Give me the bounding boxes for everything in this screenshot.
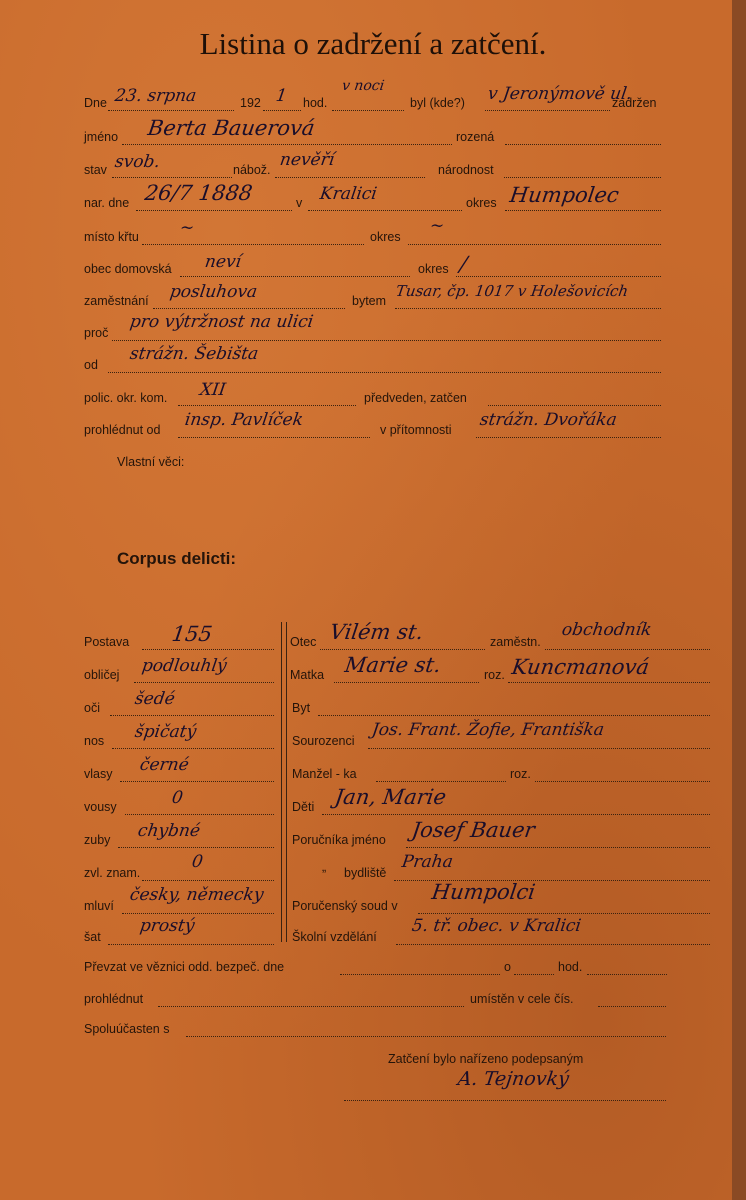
otec-label: Otec xyxy=(290,635,317,649)
proc-label: proč xyxy=(84,326,109,340)
okres3-line xyxy=(456,276,661,277)
sat-value: prostý xyxy=(138,916,196,936)
kde-value: v Jeronýmově ul. xyxy=(486,84,634,104)
zatceni-label: Zatčení bylo nařízeno podepsaným xyxy=(388,1052,584,1066)
od-line xyxy=(108,372,661,373)
manzel-line xyxy=(376,781,506,782)
polic-label: polic. okr. kom. xyxy=(84,391,168,405)
bytem-value: Tusar, čp. 1017 v Holešovicích xyxy=(394,282,630,300)
naboz-value: nevěří xyxy=(278,150,336,170)
matka-line xyxy=(334,682,479,683)
vousy-value: 0 xyxy=(170,788,185,808)
skolni-value: 5. tř. obec. v Kralici xyxy=(410,916,583,936)
o-label: o xyxy=(504,960,511,974)
oblicej-line xyxy=(134,682,274,683)
manzel-label: Manžel - ka xyxy=(292,767,357,781)
obec-value: neví xyxy=(203,252,243,272)
proc-line xyxy=(112,340,661,341)
year-line xyxy=(263,110,301,111)
okres2-line xyxy=(408,244,661,245)
postava-value: 155 xyxy=(170,622,214,646)
v-value: Kralici xyxy=(318,184,379,204)
nar-dne-line xyxy=(136,210,292,211)
otec-line xyxy=(320,649,485,650)
porucensky-value: Humpolci xyxy=(430,880,537,904)
stav-line xyxy=(112,177,232,178)
umisten-line xyxy=(598,1006,666,1007)
obec-label: obec domovská xyxy=(84,262,172,276)
zamestn-line xyxy=(545,649,710,650)
porucnika-label: Poručníka jméno xyxy=(292,833,386,847)
zvl-znam-label: zvl. znam. xyxy=(84,866,141,880)
dne-label: Dne xyxy=(84,96,107,110)
rozena-label: rozená xyxy=(456,130,495,144)
zuby-label: zuby xyxy=(84,833,111,847)
okres2-label: okres xyxy=(370,230,401,244)
v-pritomnosti-value: strážn. Dvořáka xyxy=(478,410,619,430)
spoluucasten-line xyxy=(186,1036,666,1037)
column-divider-inner xyxy=(286,622,287,942)
okres3-value: / xyxy=(458,252,469,276)
vlasy-value: černé xyxy=(138,755,191,775)
okres-line xyxy=(505,210,661,211)
v-label: v xyxy=(296,196,303,210)
bydliste-value: Praha xyxy=(400,852,455,872)
zvl-znam-line xyxy=(142,880,274,881)
nar-dne-value: 26/7 1888 xyxy=(143,181,254,205)
hod2-label: hod. xyxy=(558,960,583,974)
naboz-line xyxy=(275,177,425,178)
nos-line xyxy=(112,748,274,749)
zuby-line xyxy=(118,847,274,848)
porucensky-line xyxy=(418,913,710,914)
oblicej-label: obličej xyxy=(84,668,120,682)
hod-value: v noci xyxy=(340,78,386,94)
zuby-value: chybné xyxy=(136,821,202,841)
vlasy-label: vlasy xyxy=(84,767,113,781)
prohlednut-line xyxy=(158,1006,464,1007)
vlasy-line xyxy=(120,781,274,782)
obec-line xyxy=(180,276,410,277)
vousy-line xyxy=(125,814,274,815)
vlastni-veci-label: Vlastní věci: xyxy=(117,455,185,469)
zamestnani-label: zaměstnání xyxy=(84,294,149,308)
predveden-line xyxy=(488,405,661,406)
porucnika-line xyxy=(406,847,710,848)
oblicej-value: podlouhlý xyxy=(140,656,229,676)
postava-line xyxy=(142,649,274,650)
okres3-label: okres xyxy=(418,262,449,276)
polic-value: XII xyxy=(198,380,227,400)
sourozenci-line xyxy=(368,748,710,749)
dne-line xyxy=(108,110,234,111)
zamestn-label: zaměstn. xyxy=(490,635,541,649)
okres-value: Humpolec xyxy=(508,183,621,207)
stav-value: svob. xyxy=(113,152,162,172)
roz2-label: roz. xyxy=(510,767,531,781)
od-value: strážn. Šebišta xyxy=(128,344,260,364)
hod2-line xyxy=(587,974,667,975)
v-pritomnosti-label: v přítomnosti xyxy=(380,423,452,437)
kde-line xyxy=(485,110,610,111)
naboz-label: nábož. xyxy=(233,163,271,177)
signature-line xyxy=(344,1100,666,1101)
v-pritomnosti-line xyxy=(476,437,661,438)
misto-krtu-label: místo křtu xyxy=(84,230,139,244)
mluvi-label: mluví xyxy=(84,899,114,913)
spoluucasten-label: Spoluúčasten s xyxy=(84,1022,170,1036)
prohlednut-od-line xyxy=(178,437,370,438)
sourozenci-value: Jos. Frant. Žofie, Františka xyxy=(370,720,606,740)
nos-label: nos xyxy=(84,734,105,748)
o-line xyxy=(514,974,554,975)
otec-value: Vilém st. xyxy=(328,620,425,644)
umisten-label: umístěn v cele čís. xyxy=(470,992,574,1006)
dne-value: 23. srpna xyxy=(113,86,198,106)
porucnika-value: Josef Bauer xyxy=(410,818,537,842)
jmeno-label: jméno xyxy=(84,130,119,144)
prevzat-line xyxy=(340,974,500,975)
hod-label: hod. xyxy=(303,96,328,110)
bydliste-label: bydliště xyxy=(344,866,387,880)
rozena-line xyxy=(505,144,661,145)
proc-value: pro výtržnost na ulici xyxy=(128,312,315,332)
deti-line xyxy=(322,814,710,815)
bytem-line xyxy=(395,308,661,309)
sat-line xyxy=(108,944,274,945)
paper-edge xyxy=(732,0,746,1200)
okres-label: okres xyxy=(466,196,497,210)
year-prefix: 192 xyxy=(240,96,261,110)
prohlednut-od-value: insp. Pavlíček xyxy=(183,410,305,430)
zvl-znam-value: 0 xyxy=(190,852,205,872)
od-label: od xyxy=(84,358,98,372)
zadrzen-label: zadržen xyxy=(612,96,657,110)
prohlednut-label: prohlédnut xyxy=(84,992,144,1006)
roz-label: roz. xyxy=(484,668,505,682)
bytem-label: bytem xyxy=(352,294,387,308)
stav-label: stav xyxy=(84,163,107,177)
column-divider xyxy=(281,622,282,942)
matka-value: Marie st. xyxy=(343,653,443,677)
sat-label: šat xyxy=(84,930,101,944)
nos-value: špičatý xyxy=(133,722,198,742)
deti-label: Děti xyxy=(292,800,315,814)
byl-kde-label: byl (kde?) xyxy=(410,96,465,110)
skolni-label: Školní vzdělání xyxy=(292,930,377,944)
sourozenci-label: Sourozenci xyxy=(292,734,355,748)
narodnost-label: národnost xyxy=(438,163,494,177)
vousy-label: vousy xyxy=(84,800,117,814)
roz2-line xyxy=(535,781,710,782)
jmeno-value: Berta Bauerová xyxy=(146,116,317,140)
document-title: Listina o zadržení a zatčení. xyxy=(199,26,547,61)
roz-line xyxy=(508,682,710,683)
roz-value: Kuncmanová xyxy=(510,655,651,679)
zamestn-value: obchodník xyxy=(560,620,653,640)
quote-mark: „ xyxy=(322,860,327,874)
narodnost-line xyxy=(504,177,661,178)
porucensky-label: Poručenský soud v xyxy=(292,899,398,913)
predveden-label: předveden, zatčen xyxy=(364,391,467,405)
polic-line xyxy=(178,405,356,406)
year-value: 1 xyxy=(274,86,289,106)
oci-line xyxy=(110,715,274,716)
hod-line xyxy=(332,110,404,111)
misto-krtu-value: ~ xyxy=(178,218,196,238)
jmeno-line xyxy=(122,144,452,145)
v-line xyxy=(308,210,462,211)
corpus-delicti-label: Corpus delicti: xyxy=(117,549,237,568)
byt-label: Byt xyxy=(292,701,311,715)
oci-label: oči xyxy=(84,701,100,715)
mluvi-value: česky, německy xyxy=(128,885,265,905)
byt-line xyxy=(318,715,710,716)
okres2-value: ~ xyxy=(428,216,446,236)
matka-label: Matka xyxy=(290,668,325,682)
skolni-line xyxy=(396,944,710,945)
zamestnani-line xyxy=(153,308,345,309)
deti-value: Jan, Marie xyxy=(333,785,448,809)
prevzat-label: Převzat ve věznici odd. bezpeč. dne xyxy=(84,960,285,974)
oci-value: šedé xyxy=(133,689,177,709)
postava-label: Postava xyxy=(84,635,130,649)
nar-dne-label: nar. dne xyxy=(84,196,130,210)
prohlednut-od-label: prohlédnut od xyxy=(84,423,161,437)
misto-krtu-line xyxy=(142,244,364,245)
zamestnani-value: posluhova xyxy=(168,282,259,302)
mluvi-line xyxy=(122,913,274,914)
signature: A. Tejnovký xyxy=(456,1068,571,1090)
